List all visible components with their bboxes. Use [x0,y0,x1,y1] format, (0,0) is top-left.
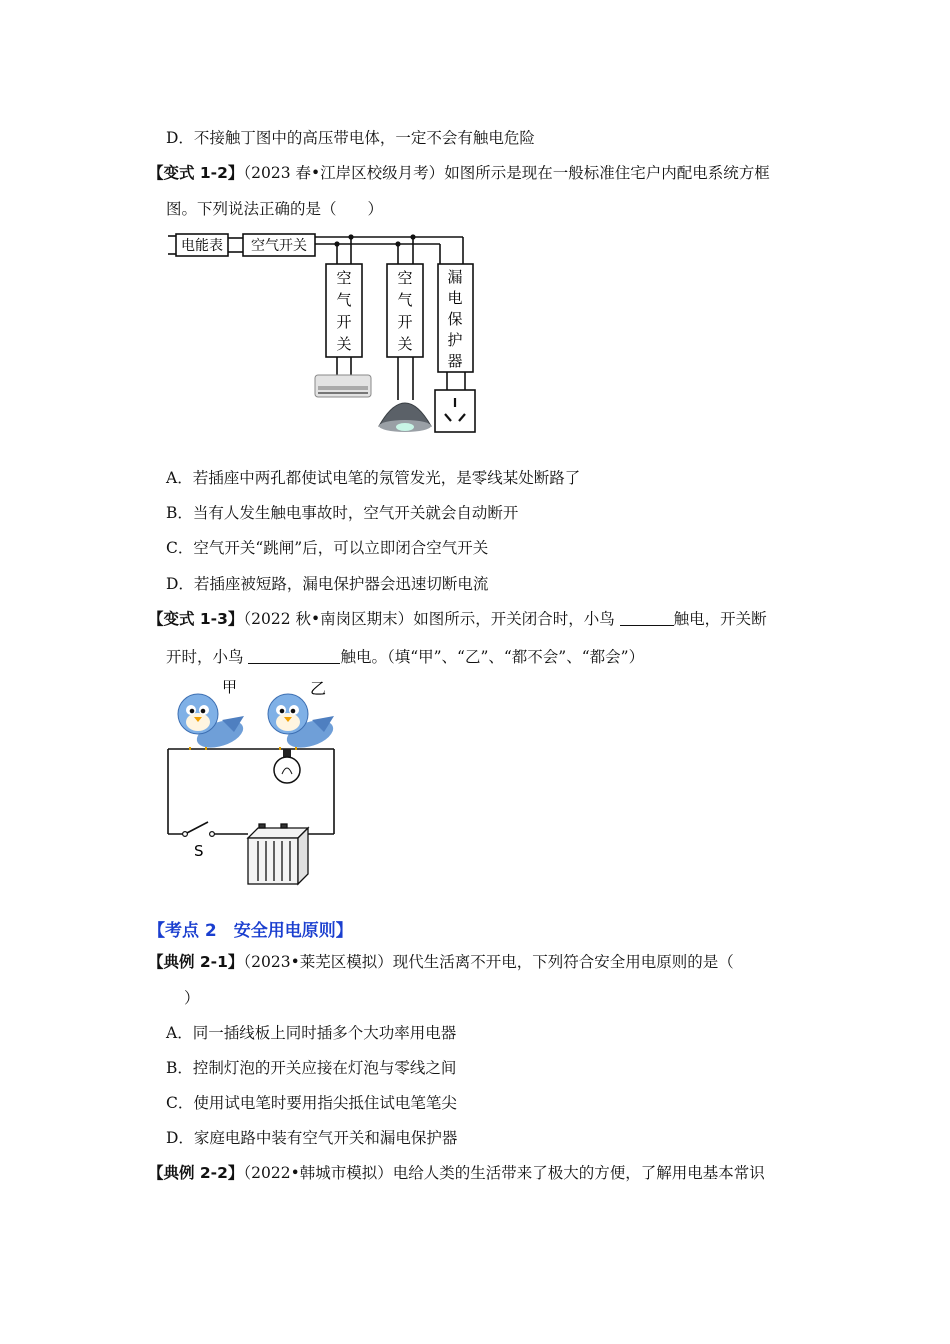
switch-label: S [194,842,204,860]
socket-icon [445,398,465,421]
option-d-q1-2: D．若插座被短路，漏电保护器会迅速切断电流 [166,575,489,593]
breaker1-char-3: 开 [336,313,352,331]
question-source: （2023•莱芜区模拟） [243,953,393,971]
breaker2-char-1: 空 [397,269,413,287]
question-tag: 【典例 2-1】 [148,953,244,971]
question-line2-b: 触电。（填“甲”、“乙”、“都不会”、“都会”） [340,648,645,666]
answer-blank-1[interactable] [620,609,674,626]
distribution-diagram [165,230,485,440]
socket-box [435,390,475,432]
option-d-q1-1: D．不接触丁图中的高压带电体，一定不会有触电危险 [166,129,535,147]
meter-label: 电能表 [181,238,223,254]
option-b-q1-2: B．当有人发生触电事故时，空气开关就会自动断开 [166,504,519,522]
bird-yi-label: 乙 [310,679,327,698]
breaker2-char-3: 开 [397,313,413,331]
option-a-q1-2: A．若插座中两孔都使试电笔的氖管发光，是零线某处断路了 [166,469,581,487]
question-2-1-line1 [148,951,734,973]
question-source: （2022•韩城市模拟） [243,1164,393,1182]
question-stem-a: 如图所示，开关闭合时，小鸟 [413,610,620,628]
rcd-char-5: 器 [447,352,463,370]
breaker2-char-4: 关 [397,335,413,353]
question-tag: 【变式 1-2】 [148,164,244,182]
breaker1-char-4: 关 [336,335,352,353]
option-c-q2-1: C．使用试电笔时要用指尖抵住试电笔笔尖 [166,1094,457,1112]
bird-circuit-diagram [160,676,350,890]
bird-yi-icon [268,694,337,753]
option-c-q1-2: C．空气开关“跳闸”后，可以立即闭合空气开关 [166,539,489,557]
question-1-2-line2: 图。下列说法正确的是（ ） [166,200,384,218]
question-2-1-close: ） [184,989,200,1007]
question-line2-a: 开时，小鸟 [166,648,249,666]
breaker1-char-1: 空 [336,269,352,287]
option-d-q2-1: D．家庭电路中装有空气开关和漏电保护器 [166,1129,458,1147]
rcd-char-1: 漏 [447,268,463,286]
bird-jia-label: 甲 [222,678,238,696]
rcd-char-4: 护 [447,331,463,349]
lamp-icon [379,403,431,432]
air-conditioner-icon [315,375,371,397]
question-stem: 现代生活离不开电，下列符合安全用电原则的是（ [392,953,734,971]
question-stem-b: 触电，开关断 [673,610,767,628]
breaker2-char-2: 气 [397,291,413,309]
question-source: （2023 春•江岸区校级月考） [243,164,445,182]
option-a-q2-1: A．同一插线板上同时插多个大功率用电器 [166,1024,457,1042]
question-stem: 如图所示是现在一般标准住宅户内配电系统方框 [444,164,770,182]
question-1-2-line1 [148,162,770,184]
question-1-3-line1 [148,608,767,630]
question-source: （2022 秋•南岗区期末） [243,610,414,628]
battery-icon [248,824,308,884]
rcd-char-2: 电 [447,289,463,307]
rcd-char-3: 保 [447,310,463,328]
section-heading: 【考点 2 安全用电原则】 [148,921,353,941]
bulb-icon [274,749,300,783]
question-tag: 【变式 1-3】 [148,610,244,628]
option-b-q2-1: B．控制灯泡的开关应接在灯泡与零线之间 [166,1059,457,1077]
question-stem: 电给人类的生活带来了极大的方便，了解用电基本常识 [392,1164,765,1182]
bird-jia-icon [178,694,247,753]
question-2-2-line1 [148,1162,765,1184]
switch-lever [185,822,208,834]
main-switch-label: 空气开关 [251,238,307,254]
question-tag: 【典例 2-2】 [148,1164,244,1182]
question-1-3-line2 [166,646,644,668]
breaker1-char-2: 气 [336,291,352,309]
answer-blank-2[interactable] [248,647,340,664]
